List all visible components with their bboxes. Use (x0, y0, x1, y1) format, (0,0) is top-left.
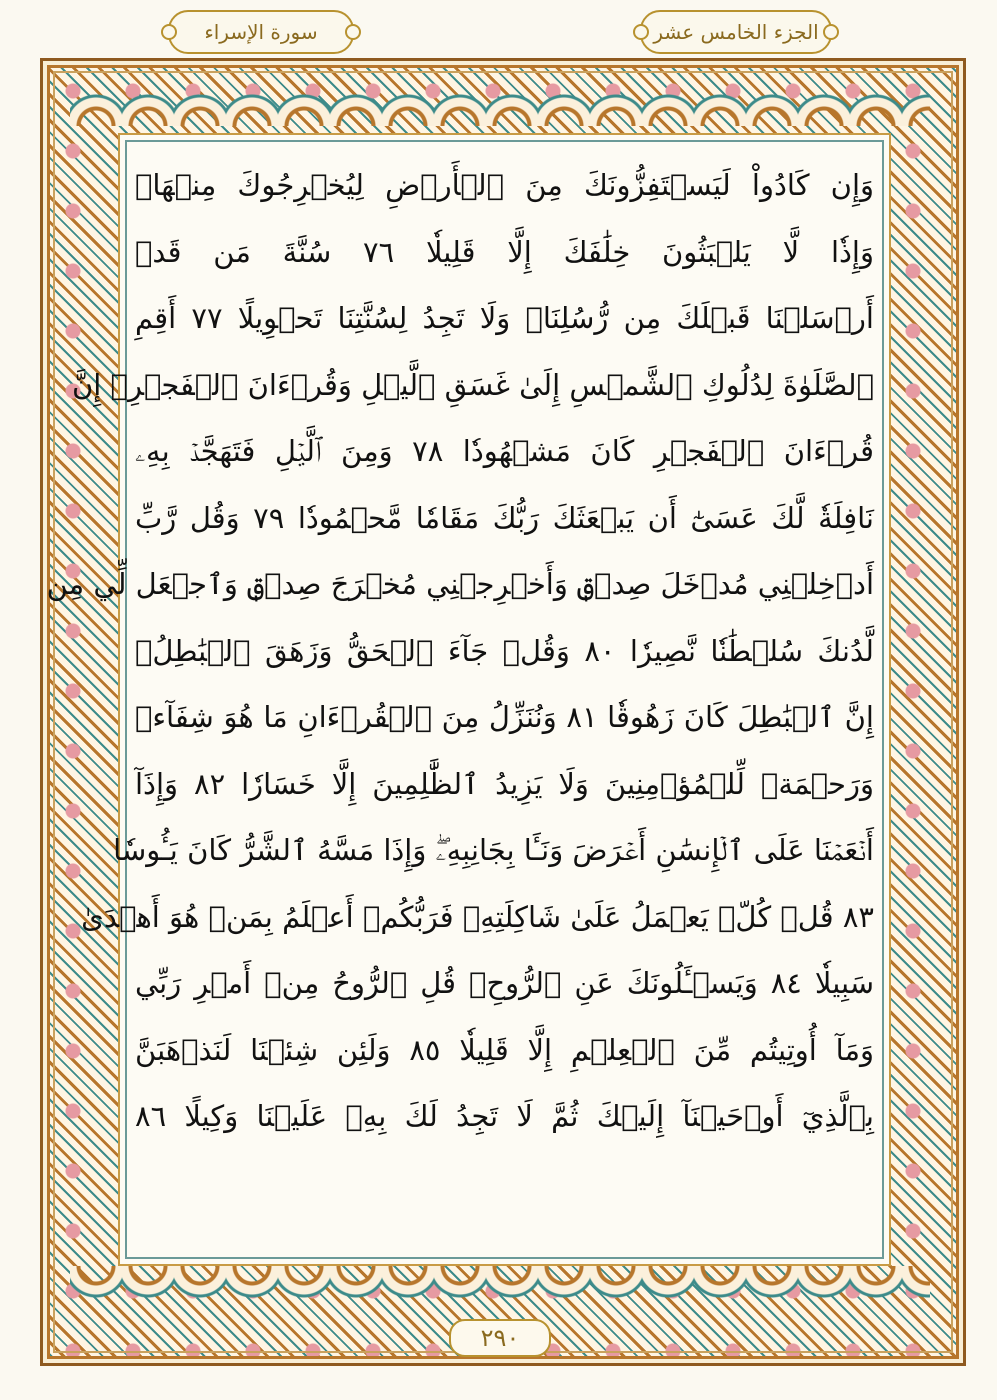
text-line-5: قُرۡءَانَ ٱلۡفَجۡرِ كَانَ مَشۡهُودٗا ٧٨ وَمِنَ ٱلَّيۡلِ فَتَهَجَّدۡ بِهِۦ (135, 434, 874, 468)
surah-title (168, 10, 354, 54)
text-line-8: لَّدُنكَ سُلۡطَٰنٗا نَّصِيرٗا ٨٠ وَقُلۡ جَآءَ ٱلۡحَقُّ وَزَهَقَ ٱلۡبَٰطِلُۚ (135, 633, 874, 668)
text-line-2: وَإِذٗا لَّا يَلۡبَثُونَ خِلَٰفَكَ إِلَّا قَلِيلٗا ٧٦ سُنَّةَ مَن قَدۡ (135, 234, 874, 269)
text-panel (46, 140, 884, 1259)
text-line-3: أَرۡسَلۡنَا قَبۡلَكَ مِن رُّسُلِنَاۖ وَلَا تَجِدُ لِسُنَّتِنَا تَحۡوِيلًا ٧٧ أَقِمِ (135, 301, 874, 335)
text-line-7: أَدۡخِلۡنِي مُدۡخَلَ صِدۡقٖ وَأَخۡرِجۡنِي مُخۡرَجَ صِدۡقٖ وَٱجۡعَل لِّي مِن (46, 567, 874, 601)
text-line-10: وَرَحۡمَةٞ لِّلۡمُؤۡمِنِينَ وَلَا يَزِيدُ ٱلظَّٰلِمِينَ إِلَّا خَسَارٗا ٨٢ وَإِذَآ (135, 766, 874, 801)
juz-title-text: الجزء الخامس عشر (653, 20, 819, 44)
juz-title (640, 10, 832, 54)
text-line-15: بِٱلَّذِيٓ أَوۡحَيۡنَآ إِلَيۡكَ ثُمَّ لَا تَجِدُ لَكَ بِهِۦ عَلَيۡنَا وَكِيلًا ٨٦ (135, 1099, 874, 1133)
text-line-9: إِنَّ ٱلۡبَٰطِلَ كَانَ زَهُوقٗا ٨١ وَنُنَزِّلُ مِنَ ٱلۡقُرۡءَانِ مَا هُوَ شِفَآءٞ (135, 700, 874, 734)
top-arch-ornament (70, 84, 930, 126)
text-line-1: وَإِن كَادُواْ لَيَسۡتَفِزُّونَكَ مِنَ ٱلۡأَرۡضِ لِيُخۡرِجُوكَ مِنۡهَاۖ (135, 168, 874, 202)
text-line-11: أَنۡعَمۡنَا عَلَى ٱلۡإِنسَٰنِ أَعۡرَضَ وَنَـَٔا بِجَانِبِهِۦۖ وَإِذَا مَسَّهُ ٱلشَّرُّ كَانَ يَـُٔوسٗا (113, 833, 874, 867)
ayah-lines (46, 152, 882, 1150)
page-number: ٢٩٠ (449, 1319, 551, 1357)
text-line-6: نَافِلَةٗ لَّكَ عَسَىٰٓ أَن يَبۡعَثَكَ رَبُّكَ مَقَامٗا مَّحۡمُودٗا ٧٩ وَقُل رَّبِّ (135, 500, 874, 535)
text-line-4: ٱلصَّلَوٰةَ لِدُلُوكِ ٱلشَّمۡسِ إِلَىٰ غَسَقِ ٱلَّيۡلِ وَقُرۡءَانَ ٱلۡفَجۡرِۖ إِنَّ (71, 367, 874, 402)
text-line-13: سَبِيلٗا ٨٤ وَيَسۡـَٔلُونَكَ عَنِ ٱلرُّوحِۖ قُلِ ٱلرُّوحُ مِنۡ أَمۡرِ رَبِّي (135, 966, 874, 1000)
text-line-12: ٨٣ قُلۡ كُلّٞ يَعۡمَلُ عَلَىٰ شَاكِلَتِهِۦ فَرَبُّكُمۡ أَعۡلَمُ بِمَنۡ هُوَ أَهۡدَىٰ (81, 899, 874, 934)
bottom-arch-ornament (70, 1266, 930, 1308)
text-line-14: وَمَآ أُوتِيتُم مِّنَ ٱلۡعِلۡمِ إِلَّا قَلِيلٗا ٨٥ وَلَئِن شِئۡنَا لَنَذۡهَبَنَّ (135, 1032, 875, 1067)
surah-title-text: سورة الإسراء (204, 20, 318, 44)
